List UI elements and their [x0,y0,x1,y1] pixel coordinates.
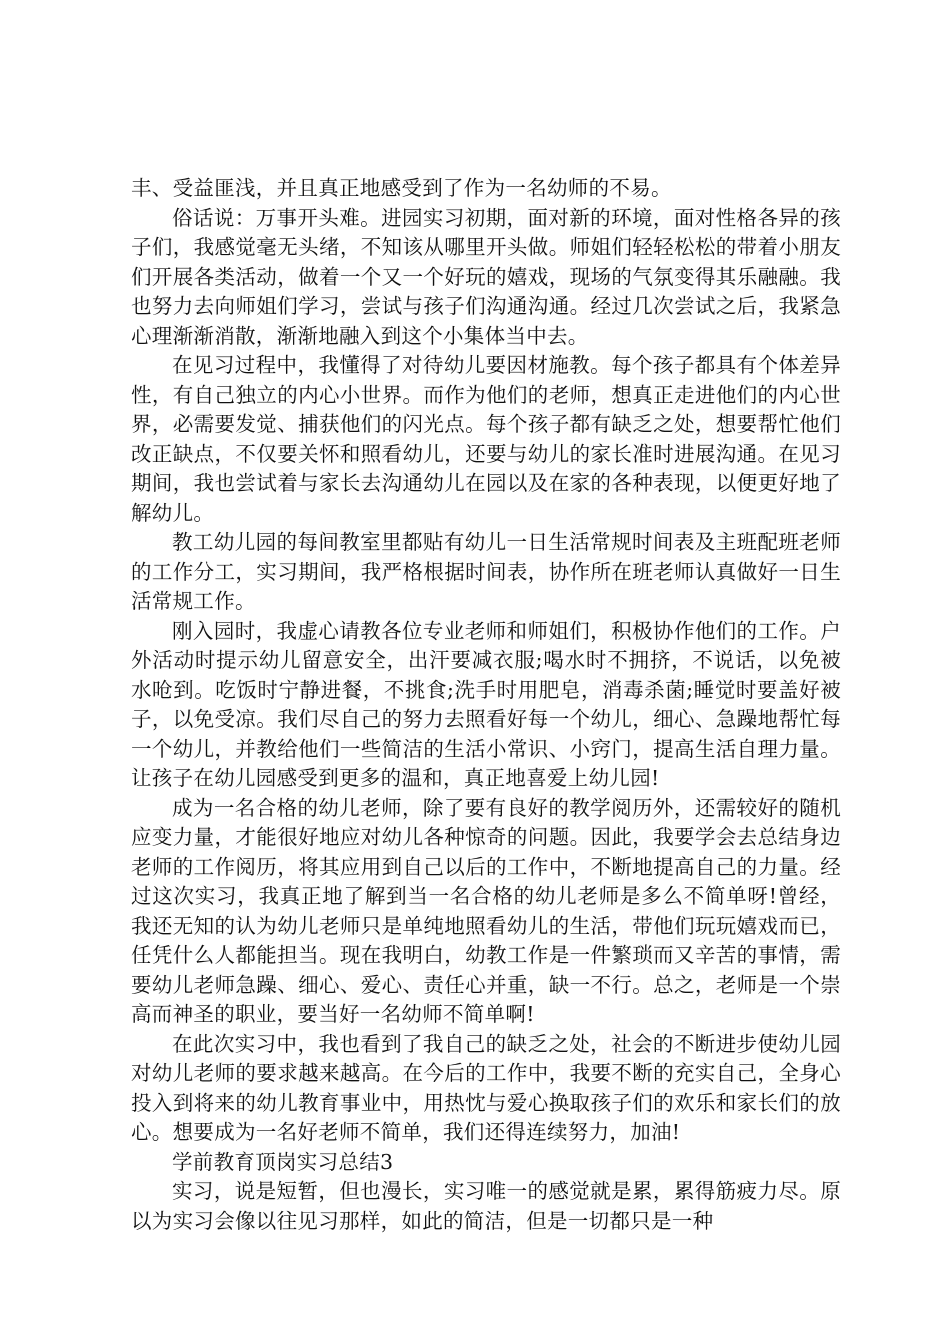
section-heading: 学前教育顶岗实习总结3 [172,1149,394,1174]
paragraph-individual-teaching: 在见习过程中，我懂得了对待幼儿要因材施教。每个孩子都具有个体差异性，有自己独立的内心小世界。而作为他们的老师，想真正走进他们的内心世界，必需要发觉、捕获他们的闪光点。每个孩子都有缺乏之处，想要帮忙他们改正缺点，不仅要关怀和照看幼儿，还要与幼儿的家长准时进展沟通。在见习期间，我也尝试着与家长去沟通幼儿在园以及在家的各种表现，以便更好地了解幼儿。 [131,353,841,525]
paragraph-beginning-difficulties: 俗话说：万事开头难。进园实习初期，面对新的环境，面对性格各异的孩子们，我感觉毫无头绪，不知该从哪里开头做。师姐们轻轻松松的带着小朋友们开展各类活动，做着一个又一个好玩的嬉戏，现场的气氛变得其乐融融。我也努力去向师姐们学习，尝试与孩子们沟通沟通。经过几次尝试之后，我紧急心理渐渐消散，渐渐地融入到这个小集体当中去。 [131,205,841,348]
document-body [131,174,841,1236]
paragraph-qualified-teacher: 成为一名合格的幼儿老师，除了要有良好的教学阅历外，还需较好的随机应变力量，才能很好地应对幼儿各种惊奇的问题。因此，我要学会去总结身边老师的工作阅历，将其应用到自己以后的工作中，不断地提高自己的力量。经过这次实习，我真正地了解到当一名合格的幼儿老师是多么不简单呀!曾经，我还无知的认为幼儿老师只是单纯地照看幼儿的生活，带他们玩玩嬉戏而已，任凭什么人都能担当。现在我明白，幼教工作是一件繁琐而又辛苦的事情，需要幼儿老师急躁、细心、爱心、责任心并重，缺一不行。总之，老师是一个崇高而神圣的职业，要当好一名幼师不简单啊! [131,795,841,1026]
paragraph-first-days: 刚入园时，我虚心请教各位专业老师和师姐们，积极协作他们的工作。户外活动时提示幼儿留意安全，出汗要减衣服;喝水时不拥挤，不说话，以免被水呛到。吃饭时宁静进餐，不挑食;洗手时用肥皂，消毒杀菌;睡觉时要盖好被子，以免受凉。我们尽自己的努力去照看好每一个幼儿，细心、急躁地帮忙每一个幼儿，并教给他们一些简洁的生活小常识、小窍门，提高生活自理力量。让孩子在幼儿园感受到更多的温和，真正地喜爱上幼儿园! [131,618,841,790]
paragraph-continued: 丰、受益匪浅，并且真正地感受到了作为一名幼师的不易。 [131,176,672,200]
paragraph-shortcomings: 在此次实习中，我也看到了我自己的缺乏之处，社会的不断进步使幼儿园对幼儿老师的要求越来越高。在今后的工作中，我要不断的充实自己，全身心投入到将来的幼儿教育事业中，用热忱与爱心换取孩子们的欢乐和家长们的放心。想要成为一名好老师不简单，我们还得连续努力，加油! [131,1031,841,1144]
paragraph-closing: 实习，说是短暂，但也漫长，实习唯一的感觉就是累，累得筋疲力尽。原以为实习会像以往见习那样，如此的简洁，但是一切都只是一种 [131,1179,841,1233]
paragraph-daily-routine: 教工幼儿园的每间教室里都贴有幼儿一日生活常规时间表及主班配班老师的工作分工，实习期间，我严格根据时间表，协作所在班老师认真做好一日生活常规工作。 [131,530,841,613]
